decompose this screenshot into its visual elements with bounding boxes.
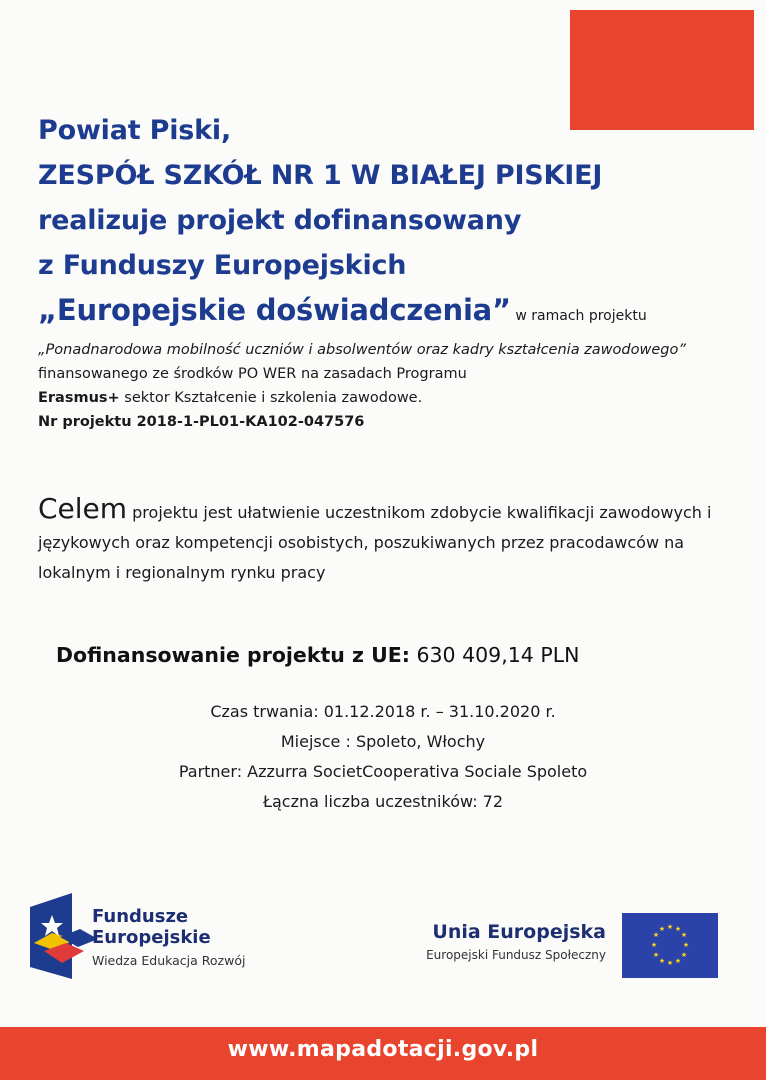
svg-text:★: ★ (652, 951, 660, 959)
place-text: Miejsce : Spoleto, Włochy (280, 732, 486, 751)
footer-url[interactable]: www.mapadotacji.gov.pl (227, 1037, 539, 1062)
fe-line1: Fundusze (92, 906, 189, 927)
program-name: „Ponadnarodowa mobilność uczniów i absolwentów oraz kadry kształcenia zawodowego” (38, 342, 686, 358)
fundusze-europejskie-text (92, 906, 245, 968)
title-line-4: z Funduszy Europejskich (38, 250, 407, 281)
unia-europejska-text (426, 921, 606, 962)
funding-value: 630 409,14 PLN (409, 643, 580, 667)
partner-text: Partner: Azzurra SocietCooperativa Sociale Spoleto (178, 762, 588, 781)
svg-text:★: ★ (666, 923, 674, 931)
participants-text: Łączna liczba uczestników: 72 (262, 792, 504, 811)
svg-text:★: ★ (680, 931, 688, 939)
svg-text:★: ★ (682, 941, 690, 949)
svg-text:★: ★ (658, 957, 666, 965)
eu-flag-icon (622, 913, 718, 978)
ue-line2: Europejski Fundusz Społeczny (426, 948, 606, 962)
title-line-1: Powiat Piski, (38, 115, 232, 146)
title-line-3: realizuje projekt dofinansowany (38, 205, 522, 236)
funding-label: Dofinansowanie projektu z UE: (56, 643, 410, 667)
fe-line3: Wiedza Edukacja Rozwój (92, 953, 246, 968)
project-goal (38, 494, 738, 588)
svg-text:★: ★ (674, 925, 682, 933)
ue-line1: Unia Europejska (432, 921, 606, 943)
sector-text: sektor Kształcenie i szkolenia zawodowe. (119, 390, 423, 406)
svg-text:★: ★ (674, 957, 682, 965)
goal-lead-word: Celem (38, 492, 128, 525)
title-line-2: ZESPÓŁ SZKÓŁ NR 1 W BIAŁEJ PISKIEJ (38, 160, 603, 191)
fe-line2: Europejskie (92, 927, 211, 948)
svg-text:★: ★ (680, 951, 688, 959)
title-line-5 (38, 288, 718, 339)
title-block (38, 108, 718, 339)
svg-text:★: ★ (658, 925, 666, 933)
project-name: „Europejskie doświadczenia” (38, 293, 511, 327)
svg-text:★: ★ (652, 931, 660, 939)
project-number: Nr projektu 2018-1-PL01-KA102-047576 (38, 414, 365, 430)
title-tail: w ramach projektu (510, 308, 647, 324)
project-details (0, 697, 766, 817)
duration-text: Czas trwania: 01.12.2018 r. – 31.10.2020 r. (210, 702, 556, 721)
program-funding-text: finansowanego ze środków PO WER na zasadach Programu (38, 366, 467, 382)
erasmus-label: Erasmus+ (38, 390, 120, 406)
svg-text:★: ★ (650, 941, 658, 949)
svg-text:★: ★ (666, 959, 674, 967)
program-description (38, 338, 728, 434)
funding-amount (56, 643, 579, 667)
goal-text: projektu jest ułatwienie uczestnikom zdobycie kwalifikacji zawodowych i językowych oraz kompetencji osobistych, poszukiwanych przez pracodawców na lokalnym i regionalnym rynku pracy (38, 503, 712, 582)
